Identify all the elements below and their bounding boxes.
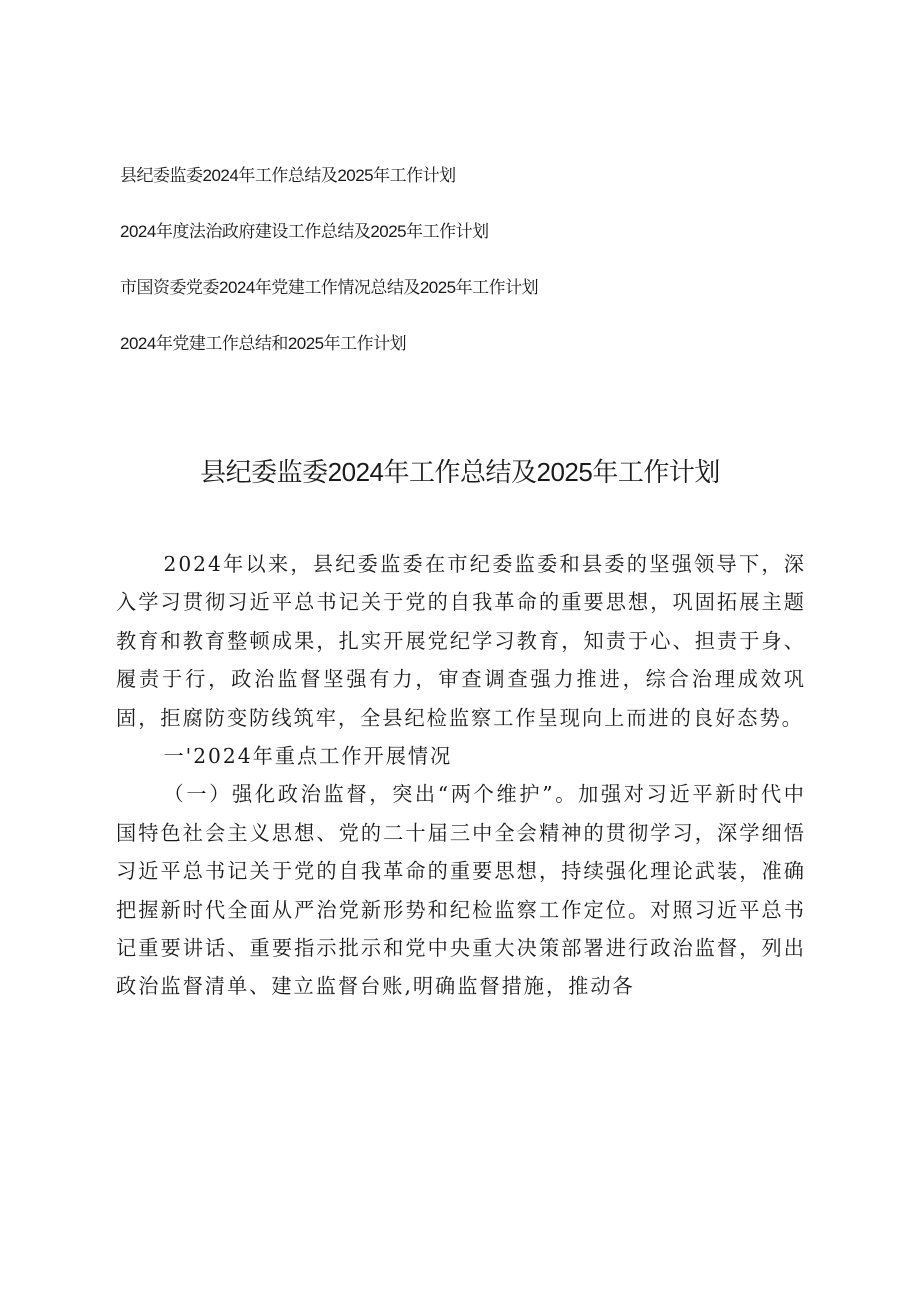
document-title: 县纪委监委2024年工作总结及2025年工作计划 [200,457,720,487]
body-paragraph: （一）强化政治监督，突出“两个维护”。加强对习近平新时代中国特色社会主义思想、党的二十届三中全会精神的贯彻学习，深学细悟习近平总书记关于党的自我革命的重要思想，持续强化理论武装，准确把握新时代全面从严治党新形势和纪检监察工作定位。对照习近平总书记重要讲话、重要指示批示和党中央重大决策部署进行政治监督，列出政治监督清单、建立监督台账,明确监督措施，推动各 [116,782,806,999]
toc-item-1[interactable]: 县纪委监委2024年工作总结及2025年工作计划 [120,166,456,185]
section-heading: 一'2024年重点工作开展情况 [163,744,453,769]
toc-item-4[interactable]: 2024年党建工作总结和2025年工作计划 [120,334,407,353]
toc-item-3[interactable]: 市国资委党委2024年党建工作情况总结及2025年工作计划 [120,278,539,297]
toc-item-2[interactable]: 2024年度法治政府建设工作总结及2025年工作计划 [120,222,489,241]
table-of-contents [120,162,820,386]
document-body [116,545,806,1006]
intro-paragraph: 2024年以来，县纪委监委在市纪委监委和县委的坚强领导下，深入学习贯彻习近平总书记关于党的自我革命的重要思想，巩固拓展主题教育和教育整顿成果，扎实开展党纪学习教育，知责于心、担责于身、履责于行，政治监督坚强有力，审查调查强力推进，综合治理成效巩固，拒腐防变防线筑牢，全县纪检监察工作呈现向上而进的良好态势。 [116,552,806,730]
